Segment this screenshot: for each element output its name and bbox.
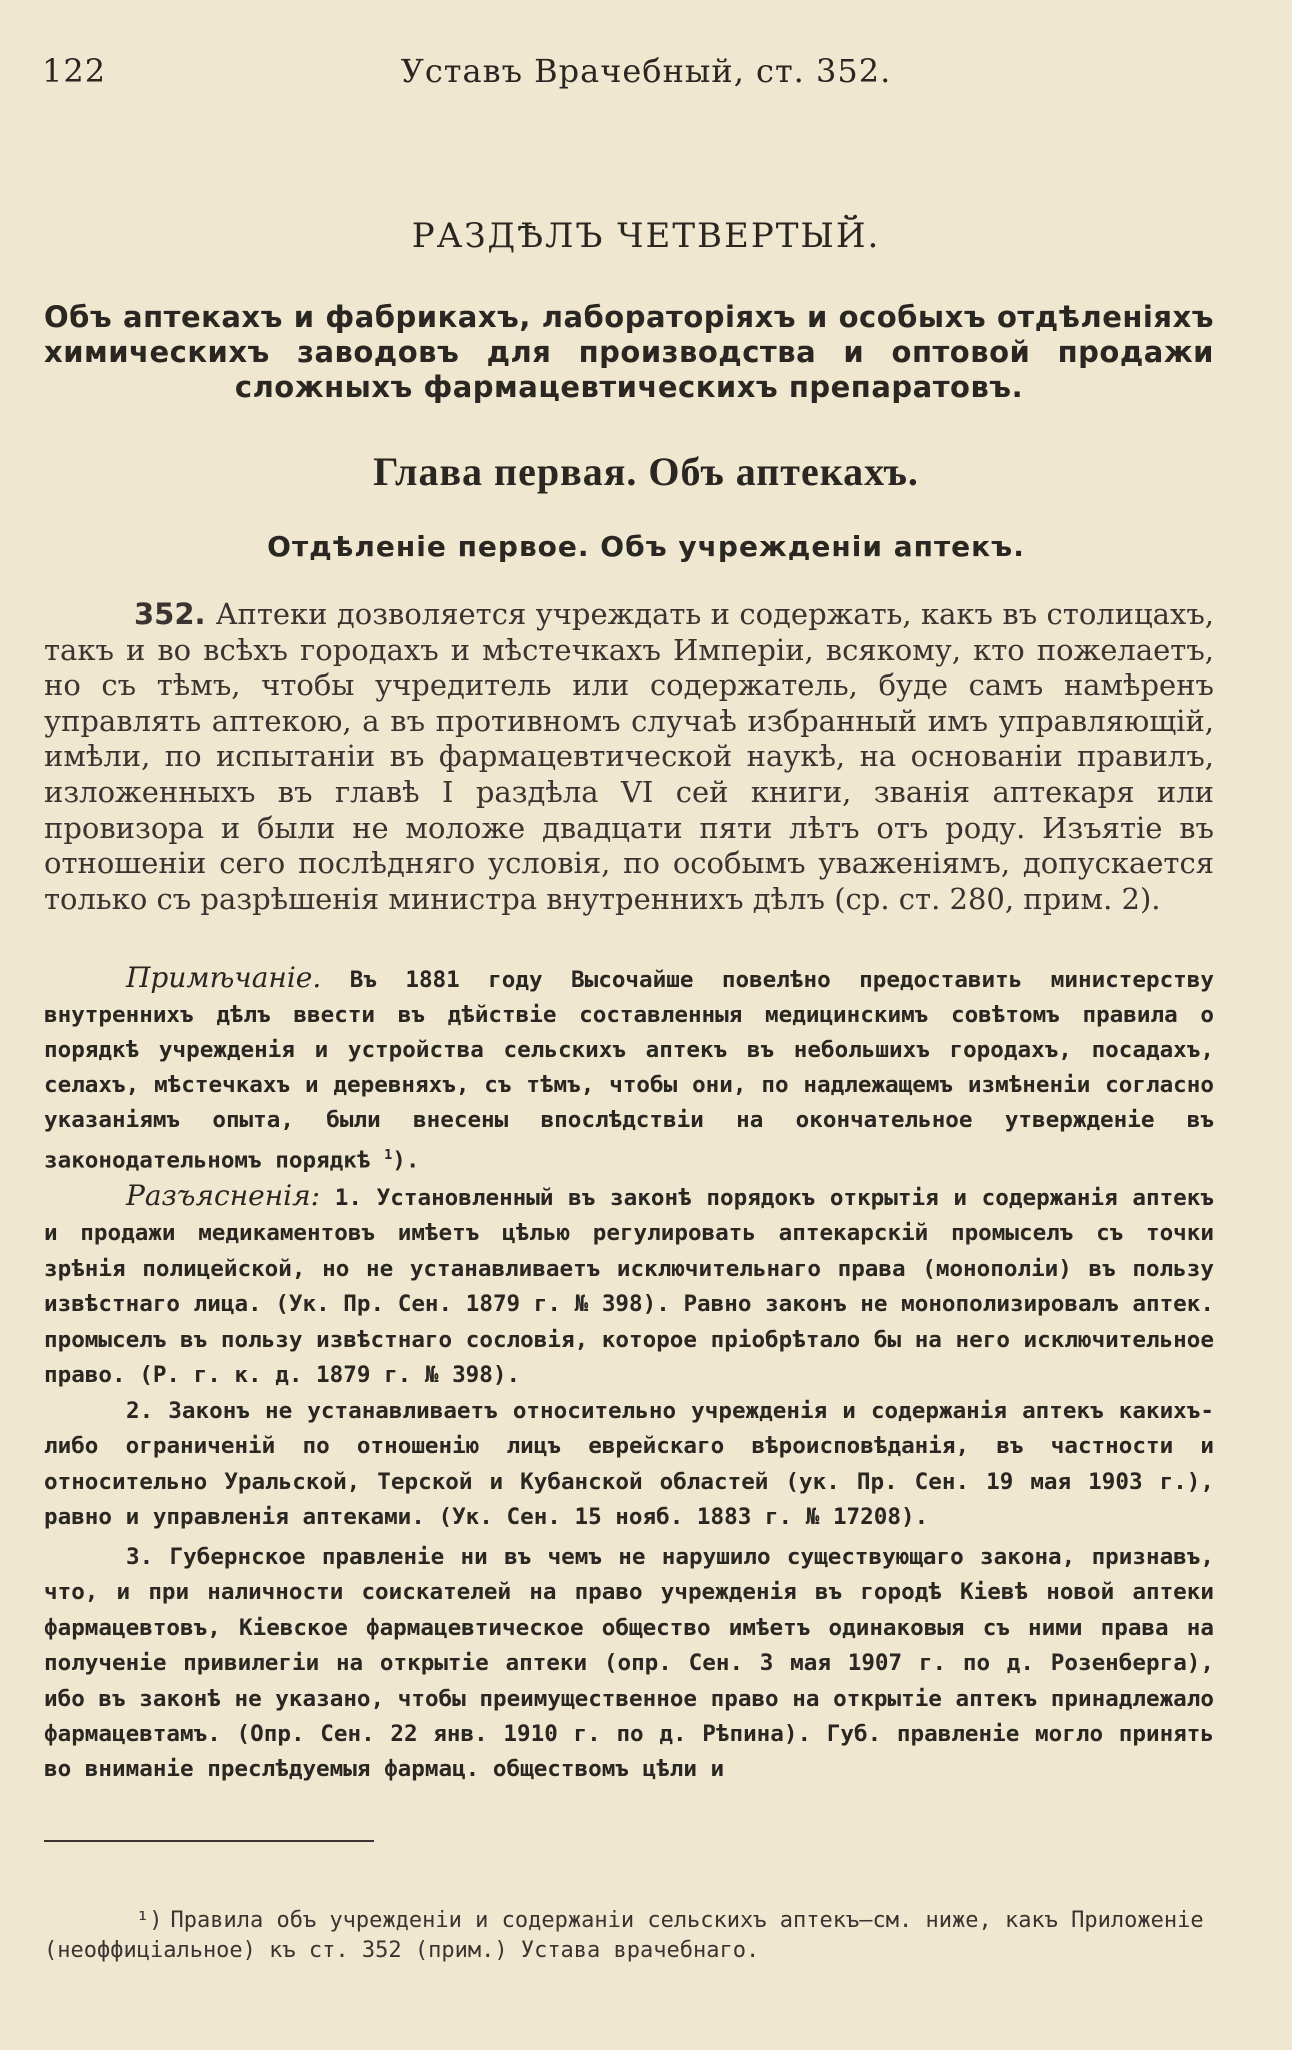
- explanation-3-text: 3. Губернское правленіе ни въ чемъ не нарушило существующаго закона, признавъ, что, и при наличности соискателей на право учрежденія въ городѣ Кіевѣ новой аптеки фармацевтовъ, Кіевское фармацевтическое общество имѣетъ одинаковыя съ ними права на полученіе привилегіи на открытіе аптеки (опр. Сен. 3 мая 1907 г. по д. Розенберга), ибо въ законѣ не указано, чтобы преимущественное право на открытіе аптекъ принадлежало фармацевтамъ. (Опр. Сен. 22 янв. 1910 г. по д. Рѣпина). Губ. правленіе могло принять во вниманіе преслѣдуемыя фармац. обществомъ цѣли и: [44, 1544, 1214, 1783]
- footnote-reference[interactable]: 1: [384, 1147, 393, 1163]
- remark-paragraph: [44, 960, 1214, 1179]
- remark-text: Въ 1881 году Высочайше повелѣно предоставить министерству внутреннихъ дѣлъ ввести въ дѣйствіе составленныя медицинскимъ совѣтомъ правила о порядкѣ учрежденія и устройства сельскихъ аптекъ въ небольшихъ городахъ, посадахъ, селахъ, мѣстечкахъ и деревняхъ, съ тѣмъ, чтобы они, по надлежащемъ измѣненіи согласно указаніямъ опыта, были внесены впослѣдствіи на окончательное утвержденіе въ законодательномъ порядкѣ: [44, 967, 1214, 1174]
- explanation-2: [44, 1394, 1214, 1536]
- running-title: Уставъ Врачебный, ст. 352.: [400, 52, 892, 90]
- explanation-1: [44, 1178, 1214, 1393]
- explanations-lead: Разъясненія:: [126, 1179, 321, 1212]
- chapter-title: Глава первая. Объ аптекахъ.: [373, 449, 919, 494]
- subsection-title: Отдѣленіе первое. Объ учрежденіи аптекъ.: [267, 530, 1025, 563]
- article-352: [44, 597, 1214, 917]
- explanation-3: [44, 1540, 1214, 1788]
- remark-end: ).: [392, 1147, 420, 1174]
- article-text: Аптеки дозволяется учреждать и содержать, какъ въ столицахъ, такъ и во всѣхъ городахъ и мѣстечкахъ Имперіи, всякому, кто пожелаетъ, но съ тѣмъ, чтобы учредитель или содержатель, буде самъ намѣренъ управлять аптекою, а въ противномъ случаѣ избранный имъ управляющій, имѣли, по испытаніи въ фармацевтической наукѣ, на основаніи правилъ, изложенныхъ въ главѣ I раздѣла VI сей книги, званія аптекаря или провизора и были не моложе двадцати пяти лѣтъ отъ роду. Изъятіе въ отношеніи сего послѣдняго условія, по особымъ уваженіямъ, допускается только съ разрѣшенія министра внутреннихъ дѣлъ (ср. ст. 280, прим. 2).: [44, 597, 1214, 916]
- explanation-1-text: 1. Установленный въ законѣ порядокъ открытія и содержанія аптекъ и продажи медикаментовъ имѣетъ цѣлью регулировать аптекарскій промыселъ съ точки зрѣнія полицейской, но не устанавливаетъ исключительнаго права (монополіи) въ пользу извѣстнаго лица. (Ук. Пр. Сен. 1879 г. № 398). Равно законъ не монополизировалъ аптек. промыселъ въ пользу извѣстнаго сословія, которое пріобрѣтало бы на него исключительное право. (Р. г. к. д. 1879 г. № 398).: [44, 1185, 1214, 1389]
- explanation-2-text: 2. Законъ не устанавливаетъ относительно учрежденія и содержанія аптекъ какихъ-либо ограниченій по отношенію лицъ еврейскаго вѣроисповѣданія, въ частности и относительно Уральской, Терской и Кубанской областей (ук. Пр. Сен. 19 мая 1903 г.), равно и управленія аптеками. (Ук. Сен. 15 нояб. 1883 г. № 17208).: [44, 1398, 1214, 1531]
- section-title: РАЗДѢЛЪ ЧЕТВЕРТЫЙ.: [411, 216, 881, 256]
- remark-lead: Примѣчаніе.: [126, 961, 322, 994]
- section-subtitle: Объ аптекахъ и фабрикахъ, лабораторіяхъ и особыхъ отдѣленіяхъ химическихъ заводовъ для производства и оптовой продажи сложныхъ фармацевтическихъ препаратовъ.: [44, 300, 1214, 404]
- article-number: 352.: [134, 597, 206, 631]
- footnote-mark: ¹): [136, 1908, 163, 1933]
- footnote-divider: [44, 1840, 374, 1842]
- footnote: [44, 1906, 1214, 1966]
- page-number: 122: [42, 52, 107, 90]
- running-head: [0, 52, 1292, 96]
- footnote-text: Правила объ учрежденіи и содержаніи сельскихъ аптекъ—см. ниже, какъ Приложеніе (неоффиціальное) къ ст. 352 (прим.) Устава врачебнаго.: [44, 1908, 1204, 1963]
